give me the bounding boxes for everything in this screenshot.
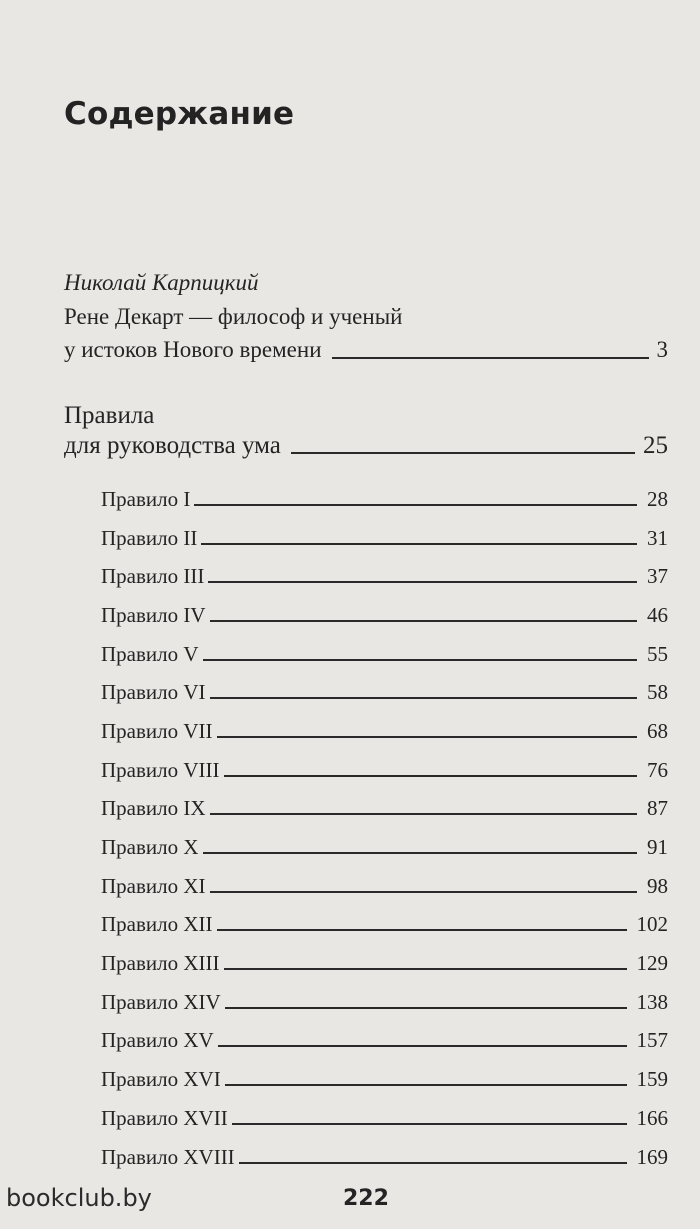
rule-label: Правило VIII [101,757,220,782]
toc-entry-rules-section[interactable] [64,401,668,461]
rule-page-number: 68 [647,718,668,743]
toc-entry-rule[interactable] [101,712,668,751]
rule-label: Правило V [101,641,199,666]
dot-leader [203,658,637,661]
toc-entry-rule[interactable] [101,790,668,829]
rule-page-number: 159 [636,1067,668,1092]
dot-leader [210,619,637,622]
rule-label: Правило VI [101,680,206,705]
rule-label: Правило XVIII [101,1144,235,1169]
rule-label: Правило VII [101,718,213,743]
toc-entry-rule[interactable] [101,751,668,790]
rule-label: Правило XIII [101,951,220,976]
rule-page-number: 37 [647,564,668,589]
rule-page-number: 46 [647,602,668,627]
dot-leader [217,735,637,738]
rule-page-number: 129 [636,951,668,976]
rule-label: Правило XVII [101,1105,228,1130]
rules-list [101,480,668,1176]
rule-label: Правило XI [101,873,206,898]
dot-leader [224,967,627,970]
dot-leader [291,451,635,454]
contents-heading: Содержание [64,96,295,132]
dot-leader [210,812,637,815]
toc-entry-rule[interactable] [101,1099,668,1138]
toc-entry-rule[interactable] [101,480,668,519]
rule-label: Правило I [101,486,191,511]
dot-leader [232,1122,627,1125]
rule-label: Правило III [101,564,205,589]
dot-leader [210,890,637,893]
toc-entry-rule[interactable] [101,1022,668,1061]
essay-title-line2: у истоков Нового времени [64,337,322,362]
page-number: 222 [343,1186,389,1211]
dot-leader [332,356,649,359]
dot-leader [217,928,627,931]
rule-label: Правило II [101,525,198,550]
toc-entry-rule[interactable] [101,557,668,596]
rule-page-number: 91 [647,835,668,860]
rule-page-number: 87 [647,796,668,821]
toc-entry-rule[interactable] [101,828,668,867]
rule-page-number: 169 [636,1144,668,1169]
rule-label: Правило IV [101,602,206,627]
dot-leader [208,580,637,583]
section-page-number: 25 [643,432,668,459]
rule-label: Правило X [101,835,199,860]
essay-title-line1: Рене Декарт — философ и ученый [64,304,403,329]
dot-leader [194,503,637,506]
section-title-row [64,431,668,461]
rule-page-number: 31 [647,525,668,550]
dot-leader [239,1161,627,1164]
dot-leader [201,542,637,545]
rule-page-number: 58 [647,680,668,705]
rule-page-number: 98 [647,873,668,898]
rule-page-number: 76 [647,757,668,782]
toc-entry-rule[interactable] [101,944,668,983]
rule-label: Правило IX [101,796,206,821]
dot-leader [210,696,637,699]
dot-leader [218,1044,627,1047]
toc-entry-rule[interactable] [101,1138,668,1177]
rule-page-number: 166 [636,1105,668,1130]
toc-entry-essay[interactable] [64,266,668,366]
toc-entry-rule[interactable] [101,519,668,558]
essay-page-number: 3 [656,337,668,362]
toc-entry-rule[interactable] [101,867,668,906]
toc-entry-rule[interactable] [101,1060,668,1099]
rule-label: Правило XII [101,912,213,937]
rule-label: Правило XVI [101,1067,221,1092]
dot-leader [224,774,637,777]
rule-label: Правило XIV [101,989,221,1014]
section-title-line1: Правила [64,402,155,429]
essay-author: Николай Карпицкий [64,270,259,295]
essay-title-row [64,333,668,366]
toc-entry-rule[interactable] [101,596,668,635]
dot-leader [225,1006,627,1009]
toc-entry-rule[interactable] [101,673,668,712]
rule-page-number: 102 [636,912,668,937]
toc-entry-rule[interactable] [101,635,668,674]
toc-entry-rule[interactable] [101,983,668,1022]
toc-entry-rule[interactable] [101,906,668,945]
site-watermark: bookclub.by [6,1184,152,1212]
rule-page-number: 138 [636,989,668,1014]
dot-leader [203,851,637,854]
dot-leader [225,1083,627,1086]
rule-page-number: 157 [636,1028,668,1053]
rule-page-number: 55 [647,641,668,666]
section-title-line2: для руководства ума [64,432,281,459]
rule-label: Правило XV [101,1028,214,1053]
rule-page-number: 28 [647,486,668,511]
